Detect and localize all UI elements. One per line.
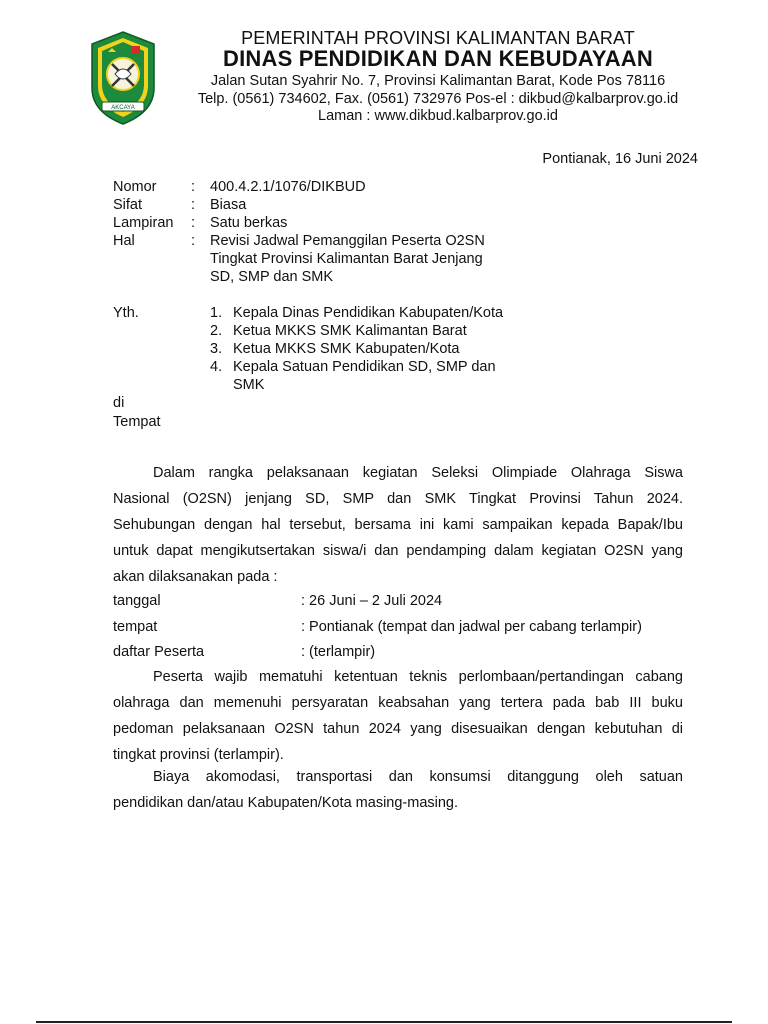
recipient-number: 4.: [210, 359, 223, 375]
paragraph-line: tingkat provinsi (terlampir).: [113, 747, 284, 763]
paragraph-line: Peserta wajib mematuhi ketentuan teknis perlombaan/pertandingan cabang: [153, 669, 683, 685]
letterhead-address: Jalan Sutan Syahrir No. 7, Provinsi Kalimantan Barat, Kode Pos 78116: [210, 73, 666, 89]
tempat-label: Tempat: [113, 414, 161, 430]
meta-sep: :: [191, 233, 196, 249]
subject-continuation-line: Tingkat Provinsi Kalimantan Barat Jenjang: [210, 251, 483, 267]
letterhead-website: Laman : www.dikbud.kalbarprov.go.id: [318, 108, 558, 124]
page-bottom-rule: [36, 1021, 732, 1023]
paragraph-line: pedoman pelaksanaan O2SN tahun 2024 yang disesuaikan dengan kebutuhan di: [113, 721, 683, 737]
recipient-number: 1.: [210, 305, 223, 321]
paragraph-line: pendidikan dan/atau Kabupaten/Kota masing-masing.: [113, 795, 459, 811]
paragraph-line: untuk dapat mengikutsertakan siswa/i dan pendamping dalam kegiatan O2SN yang: [113, 543, 683, 559]
letterhead-government: PEMERINTAH PROVINSI KALIMANTAN BARAT: [241, 28, 635, 48]
meta-label-nomor: Nomor: [113, 179, 157, 195]
meta-label-hal: Hal: [113, 233, 135, 249]
letterhead-office: DINAS PENDIDIKAN DAN KEBUDAYAAN: [223, 46, 653, 71]
recipient-number: 3.: [210, 341, 223, 357]
detail-value-tanggal: : 26 Juni – 2 Juli 2024: [301, 593, 443, 609]
body-paragraph-2: [113, 664, 683, 768]
meta-sep: :: [191, 179, 196, 195]
letter-date: Pontianak, 16 Juni 2024: [542, 151, 698, 167]
paragraph-line: Sehubungan dengan hal tersebut, bersama ini kami sampaikan kepada Bapak/Ibu: [113, 517, 683, 533]
paragraph-line: akan dilaksanakan pada :: [113, 569, 278, 585]
meta-label-sifat: Sifat: [113, 197, 143, 213]
logo-banner-text: AKCAYA: [111, 105, 135, 111]
meta-value-nomor: 400.4.2.1/1076/DIKBUD: [210, 179, 366, 195]
letterhead-contact: Telp. (0561) 734602, Fax. (0561) 732976 Pos-el : dikbud@kalbarprov.go.id: [197, 91, 679, 107]
detail-label-tanggal: tanggal: [113, 593, 161, 609]
paragraph-line: olahraga dan memenuhi persyaratan keabsahan yang tertera pada bab III buku: [113, 695, 683, 711]
paragraph-line: Nasional (O2SN) jenjang SD, SMP dan SMK Tingkat Provinsi Tahun 2024.: [113, 491, 683, 507]
detail-value-peserta: : (terlampir): [301, 644, 376, 660]
detail-label-tempat: tempat: [113, 619, 158, 635]
recipient-item: Kepala Dinas Pendidikan Kabupaten/Kota: [233, 305, 504, 321]
paragraph-line: Dalam rangka pelaksanaan kegiatan Seleksi Olimpiade Olahraga Siswa: [153, 465, 683, 481]
meta-sep: :: [191, 215, 196, 231]
recipient-item: Ketua MKKS SMK Kalimantan Barat: [233, 323, 467, 339]
body-paragraph-1: [113, 460, 683, 590]
meta-label-lampiran: Lampiran: [113, 215, 174, 231]
paragraph-line: Biaya akomodasi, transportasi dan konsumsi ditanggung oleh satuan: [153, 769, 683, 785]
recipient-continuation: SMK: [233, 377, 265, 393]
recipient-number: 2.: [210, 323, 223, 339]
meta-value-lampiran: Satu berkas: [210, 215, 288, 231]
meta-value-hal: Revisi Jadwal Pemanggilan Peserta O2SN: [210, 233, 485, 249]
detail-label-peserta: daftar Peserta: [113, 644, 205, 660]
recipient-item: Kepala Satuan Pendidikan SD, SMP dan: [233, 359, 496, 375]
recipient-item: Ketua MKKS SMK Kabupaten/Kota: [233, 341, 460, 357]
meta-sep: :: [191, 197, 196, 213]
detail-value-tempat: : Pontianak (tempat dan jadwal per cabang terlampir): [301, 619, 642, 635]
recipients-label: Yth.: [113, 305, 139, 321]
meta-value-sifat: Biasa: [210, 197, 247, 213]
provincial-emblem-logo: [88, 30, 158, 126]
subject-continuation-line: SD, SMP dan SMK: [210, 269, 334, 285]
di-label: di: [113, 395, 125, 411]
body-paragraph-3: [113, 764, 683, 816]
